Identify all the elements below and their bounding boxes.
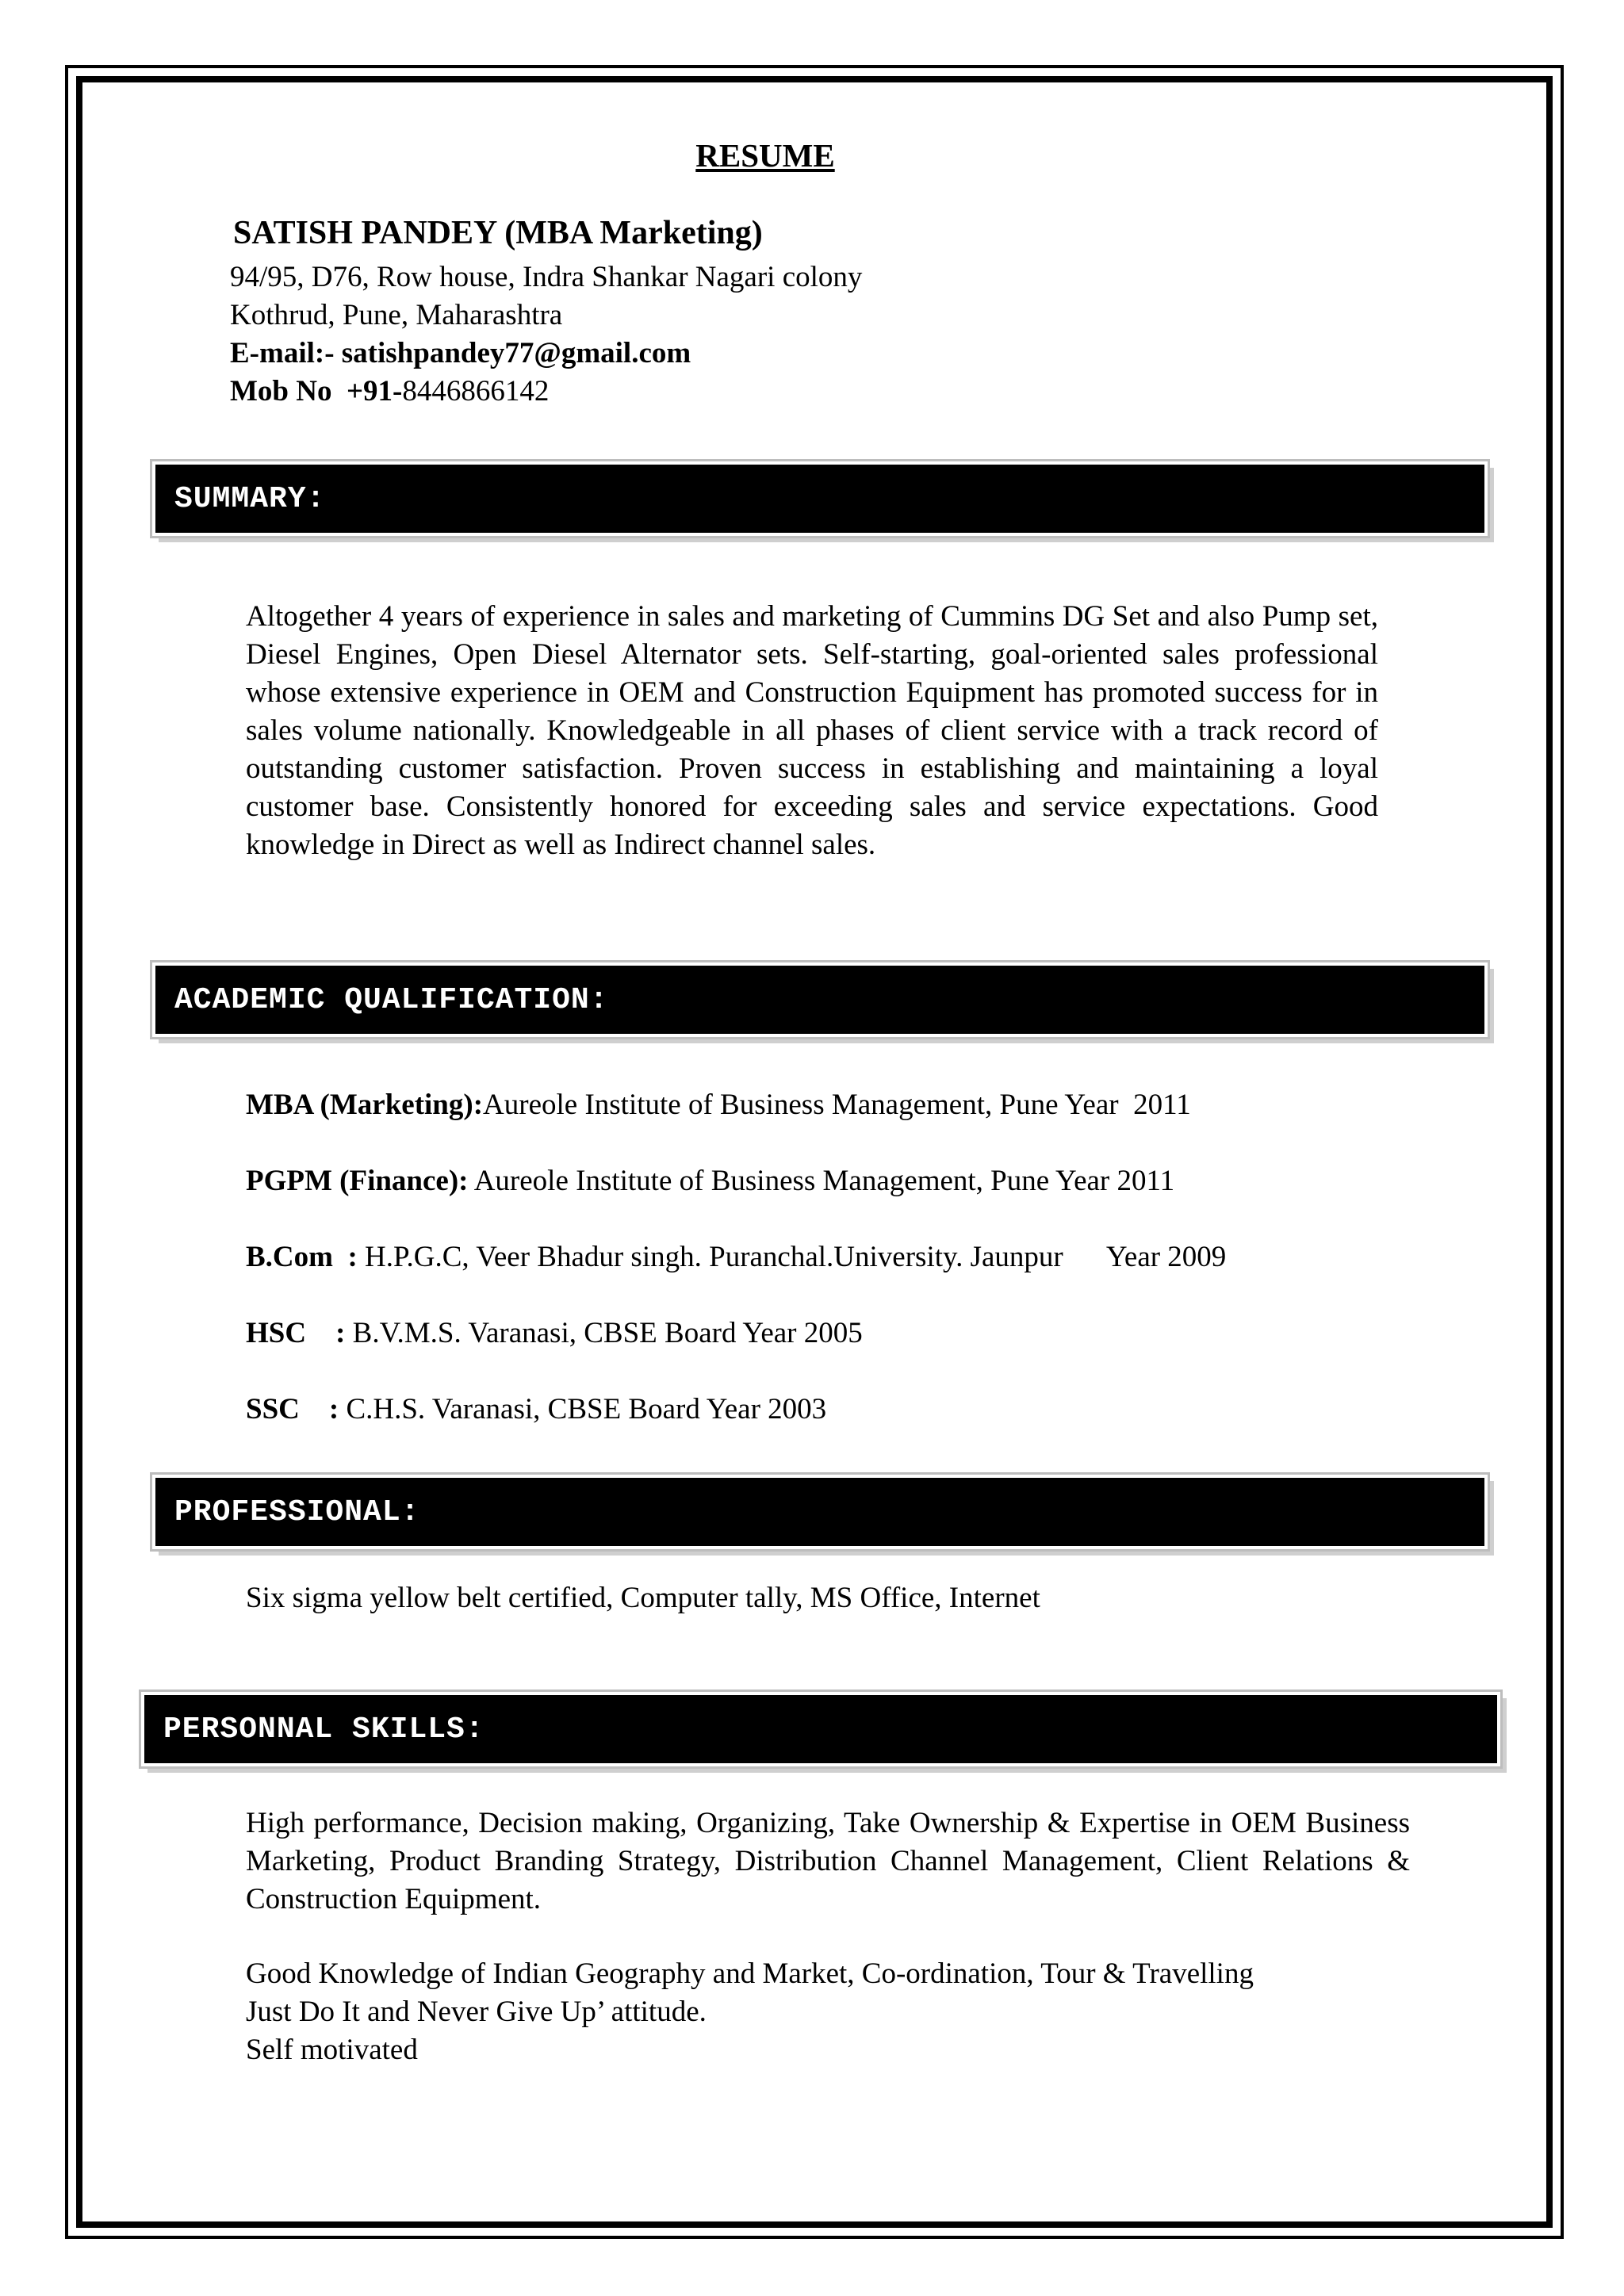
mobile-line: [230, 373, 549, 411]
mobile-label: Mob No +91-: [230, 375, 403, 408]
section-header-summary: SUMMARY:: [155, 465, 1484, 533]
address-line-1: 94/95, D76, Row house, Indra Shankar Nagari colony: [230, 261, 863, 293]
section-header-professional: PROFESSIONAL:: [155, 1478, 1484, 1546]
academic-item: B.Com : H.P.G.C, Veer Bhadur singh. Puranchal.University. Jaunpur Year 2009: [246, 1241, 1227, 1273]
email-value[interactable]: satishpandey77@gmail.com: [341, 337, 691, 369]
personal-skills-line: Just Do It and Never Give Up’ attitude.: [246, 1996, 707, 2028]
address-line-2: Kothrud, Pune, Maharashtra: [230, 299, 563, 331]
professional-text: Six sigma yellow belt certified, Computer tally, MS Office, Internet: [246, 1582, 1040, 1614]
mobile-value: 8446866142: [402, 375, 550, 408]
personal-skills-line: Good Knowledge of Indian Geography and Market, Co-ordination, Tour & Travelling: [246, 1957, 1254, 1990]
resume-title: RESUME: [695, 137, 835, 174]
personal-skills-text-1: High performance, Decision making, Organizing, Take Ownership & Expertise in OEM Business Marketing, Product Branding Strategy, Distribution Channel Management, Client Relations & Construction Equipment.: [246, 1807, 1410, 1915]
candidate-name: SATISH PANDEY (MBA Marketing): [233, 215, 763, 251]
section-header-personal-skills: PERSONNAL SKILLS:: [144, 1695, 1497, 1763]
email-label: E-mail:-: [230, 337, 335, 369]
summary-text: Altogether 4 years of experience in sales and marketing of Cummins DG Set and also Pump set, Diesel Engines, Open Diesel Alternator sets. Self-starting, goal-oriented sales professional whose extensive experience in OEM and Construction Equipment has promoted success for in sales volume nationally. Knowledgeable in all phases of client service with a track record of outstanding customer satisfaction. Proven success in establishing and maintaining a loyal customer base. Consistently honored for exceeding sales and service expectations. Good knowledge in Direct as well as Indirect channel sales.: [246, 600, 1378, 861]
personal-skills-line: Self motivated: [246, 2034, 418, 2066]
section-header-academic: ACADEMIC QUALIFICATION:: [155, 966, 1484, 1034]
academic-item: SSC : C.H.S. Varanasi, CBSE Board Year 2003: [246, 1393, 827, 1425]
academic-item: MBA (Marketing):Aureole Institute of Business Management, Pune Year 2011: [246, 1089, 1191, 1121]
email-line: [230, 335, 691, 373]
academic-item: HSC : B.V.M.S. Varanasi, CBSE Board Year 2005: [246, 1317, 863, 1349]
academic-item: PGPM (Finance): Aureole Institute of Business Management, Pune Year 2011: [246, 1165, 1175, 1197]
